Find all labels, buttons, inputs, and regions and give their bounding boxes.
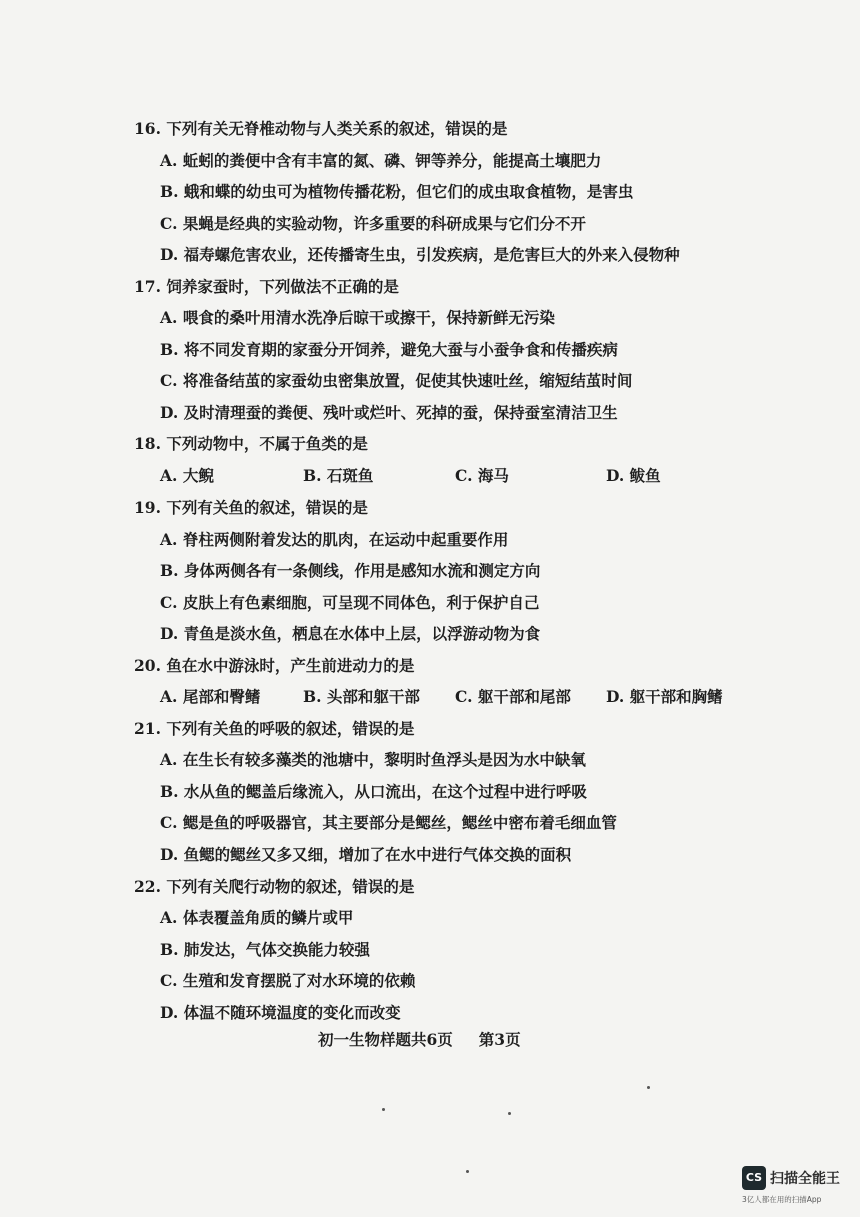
scanner-watermark — [742, 1166, 852, 1210]
question-16-option-b: B. 蛾和蝶的幼虫可为植物传播花粉，但它们的成虫取食植物，是害虫 — [160, 182, 634, 201]
question-21-option-c: C. 鳃是鱼的呼吸器官，其主要部分是鳃丝，鳃丝中密布着毛细血管 — [160, 813, 617, 832]
scan-speck — [508, 1112, 511, 1115]
question-21-option-a: A. 在生长有较多藻类的池塘中，黎明时鱼浮头是因为水中缺氧 — [160, 750, 586, 769]
footer-title: 初一生物样题共6页 — [318, 1030, 453, 1049]
question-21-stem: 21. 下列有关鱼的呼吸的叙述，错误的是 — [134, 719, 415, 738]
question-16-option-c: C. 果蝇是经典的实验动物，许多重要的科研成果与它们分不开 — [160, 214, 586, 233]
question-19-option-a: A. 脊柱两侧附着发达的肌肉，在运动中起重要作用 — [160, 530, 509, 549]
question-17-option-d: D. 及时清理蚕的粪便、残叶或烂叶、死掉的蚕，保持蚕室清洁卫生 — [160, 403, 618, 422]
question-21-option-d: D. 鱼鳃的鳃丝又多又细，增加了在水中进行气体交换的面积 — [160, 845, 572, 864]
question-20-option-d: D. 躯干部和胸鳍 — [606, 687, 723, 706]
question-22-stem: 22. 下列有关爬行动物的叙述，错误的是 — [134, 877, 415, 896]
question-20-option-a: A. 尾部和臀鳍 — [160, 687, 261, 706]
question-18-option-d: D. 鲅鱼 — [606, 466, 661, 485]
question-17-option-a: A. 喂食的桑叶用清水洗净后晾干或擦干，保持新鲜无污染 — [160, 308, 555, 327]
question-22-option-a: A. 体表覆盖角质的鳞片或甲 — [160, 908, 354, 927]
question-16-option-d: D. 福寿螺危害农业，还传播寄生虫，引发疾病，是危害巨大的外来入侵物种 — [160, 245, 680, 264]
question-18-option-b: B. 石斑鱼 — [303, 466, 374, 485]
question-16-option-a: A. 蚯蚓的粪便中含有丰富的氮、磷、钾等养分，能提高土壤肥力 — [160, 151, 602, 170]
question-19-option-d: D. 青鱼是淡水鱼，栖息在水体中上层，以浮游动物为食 — [160, 624, 541, 643]
question-16-stem: 16. 下列有关无脊椎动物与人类关系的叙述，错误的是 — [134, 119, 508, 138]
question-22-option-d: D. 体温不随环境温度的变化而改变 — [160, 1003, 401, 1022]
question-22-option-c: C. 生殖和发育摆脱了对水环境的依赖 — [160, 971, 416, 990]
scan-speck — [647, 1086, 650, 1089]
scan-speck — [466, 1170, 469, 1173]
question-17-stem: 17. 饲养家蚕时，下列做法不正确的是 — [134, 277, 399, 296]
scanner-tagline: 3亿人都在用的扫描App — [742, 1195, 822, 1204]
question-18-option-a: A. 大鲵 — [160, 466, 214, 485]
scanner-app-name: 扫描全能王 — [770, 1171, 840, 1187]
scanner-logo-icon: CS — [742, 1166, 766, 1190]
question-19-option-c: C. 皮肤上有色素细胞，可呈现不同体色，利于保护自己 — [160, 593, 540, 612]
footer-page-number: 第3页 — [478, 1030, 521, 1049]
question-17-option-b: B. 将不同发育期的家蚕分开饲养，避免大蚕与小蚕争食和传播疾病 — [160, 340, 618, 359]
question-20-option-b: B. 头部和躯干部 — [303, 687, 420, 706]
question-22-option-b: B. 肺发达，气体交换能力较强 — [160, 940, 370, 959]
scan-speck — [382, 1108, 385, 1111]
question-19-option-b: B. 身体两侧各有一条侧线，作用是感知水流和测定方向 — [160, 561, 541, 580]
question-20-stem: 20. 鱼在水中游泳时，产生前进动力的是 — [134, 656, 415, 675]
question-19-stem: 19. 下列有关鱼的叙述，错误的是 — [134, 498, 368, 517]
question-17-option-c: C. 将准备结茧的家蚕幼虫密集放置，促使其快速吐丝，缩短结茧时间 — [160, 371, 633, 390]
question-20-option-c: C. 躯干部和尾部 — [455, 687, 571, 706]
question-21-option-b: B. 水从鱼的鳃盖后缘流入，从口流出，在这个过程中进行呼吸 — [160, 782, 587, 801]
question-18-option-c: C. 海马 — [455, 466, 509, 485]
question-18-stem: 18. 下列动物中，不属于鱼类的是 — [134, 434, 368, 453]
page-footer — [318, 1028, 521, 1050]
